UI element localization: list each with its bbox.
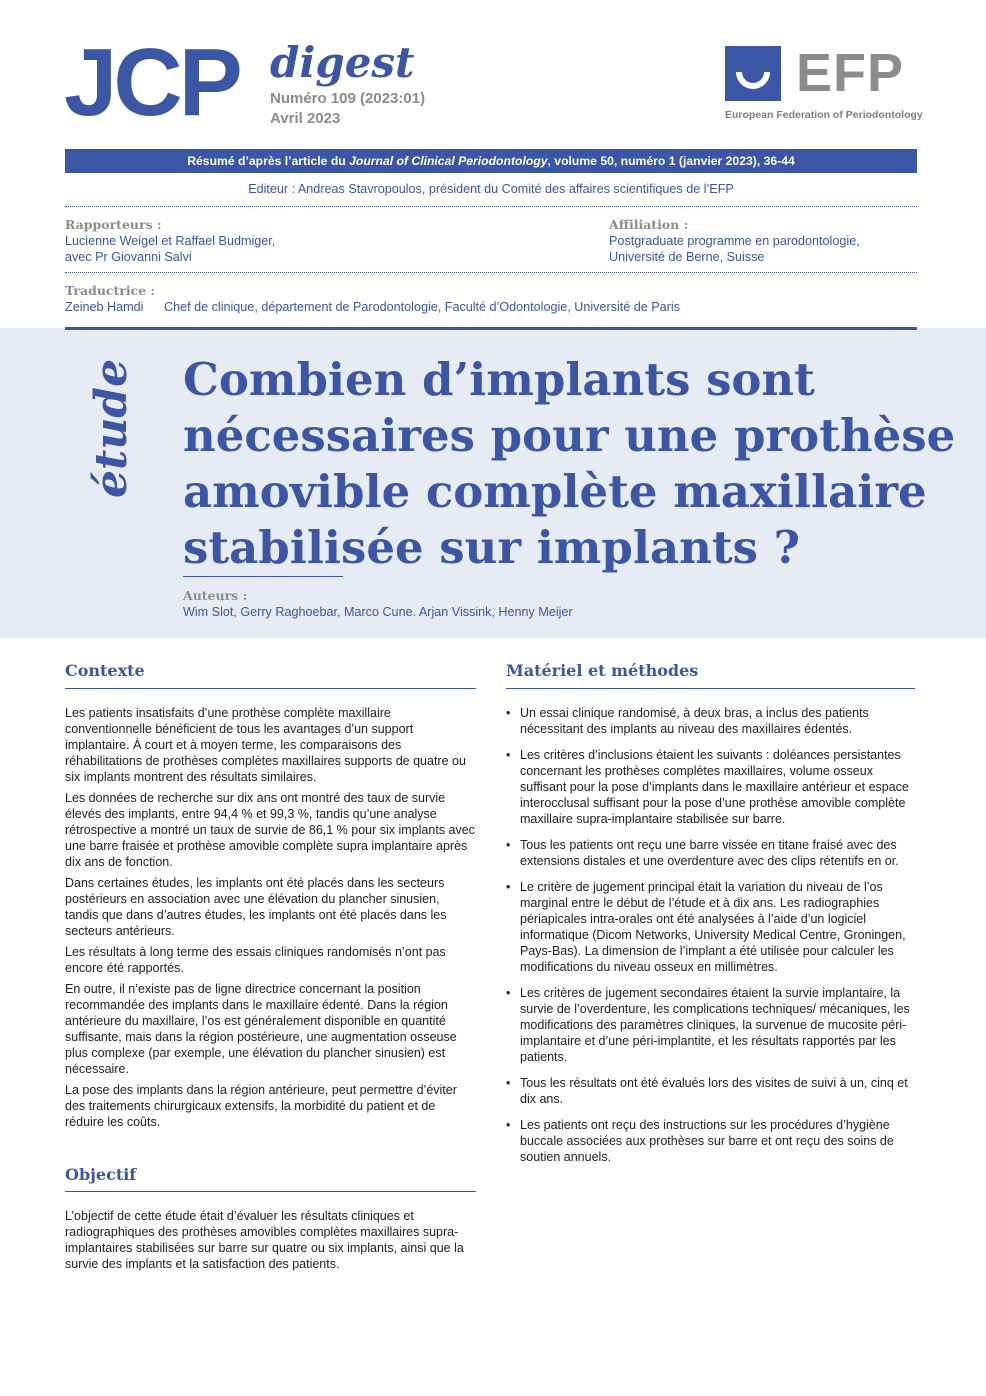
efp-full-name: European Federation of Periodontology [725, 109, 923, 121]
list-item [506, 1117, 916, 1165]
authors-block [183, 588, 573, 620]
affiliation-label: Affiliation : [609, 217, 689, 232]
affiliation-block [609, 217, 860, 265]
list-item [506, 1075, 916, 1107]
banner-suffix: , volume 50, numéro 1 (janvier 2023), 36-44 [547, 154, 795, 168]
rapporteurs-line: avec Pr Giovanni Salvi [65, 250, 192, 264]
section-tag [80, 360, 140, 500]
jcp-logo: JCP [64, 29, 239, 136]
divider [65, 688, 476, 689]
contexte-heading: Contexte [65, 661, 145, 680]
translator-block [65, 283, 155, 315]
title-line: Combien d’implants sont [183, 353, 815, 406]
editor-line: Editeur : Andreas Stavropoulos, président du Comité des affaires scientifiques de l’EFP [248, 182, 734, 196]
list-item [506, 879, 916, 975]
objectif-heading: Objectif [65, 1165, 137, 1184]
list-item [506, 705, 916, 737]
bullet: • [506, 838, 511, 852]
contexte-body [65, 705, 475, 1135]
efp-smile-icon [725, 46, 781, 101]
list-item [506, 837, 916, 869]
list-item-text: Le critère de jugement principal était la variation du niveau de l’os marginal entre le début de l’étude et à dix ans. Les radiographies périapicales intra-orales ont été analysées à l’aide d’un logiciel informatique (Dicom Networks, University Medical Centre, Groningen, Pays-Bas). La dimension de l’implant a été utilisée pour calculer les modifications du niveau osseux en millimètres. [520, 880, 906, 974]
divider [65, 1191, 476, 1192]
paragraph: Les patients insatisfaits d’une prothèse complète maxillaire conventionnelle bénéficient de tous les avantages d’un support implantaire. À court et à moyen terme, les comparaisons des réhabilitations de prothèses complètes maxillaires supports de quatre ou six implants montrent des résultats similaires. [65, 706, 466, 784]
paragraph: L’objectif de cette étude était d’évaluer les résultats cliniques et radiographiques des prothèses amovibles complètes maxillaires supra-implantaires stabilisées sur barre sur quatre ou six implants, ainsi que la survie des implants et la satisfaction des patients. [65, 1209, 464, 1271]
rapporteurs-label: Rapporteurs : [65, 217, 162, 232]
bullet: • [506, 986, 511, 1000]
digest-logo: digest [270, 38, 415, 87]
bullet: • [506, 1118, 511, 1132]
banner-journal: Journal of Clinical Periodontology [349, 154, 548, 168]
paragraph: La pose des implants dans la région antérieure, peut permettre d’éviter des traitements chirurgicaux extensifs, la morbidité du patient et de réduire les coûts. [65, 1083, 457, 1129]
paragraph: En outre, il n’existe pas de ligne directrice concernant la position recommandée des implants dans le maxillaire édenté. Dans la région antérieure du maxillaire, l’os est généralement disponible en quantité suffisante, mais dans la région postérieure, une augmentation osseuse plus complexe (par exemple, une élévation du plancher sinusien) est nécessaire. [65, 982, 457, 1076]
title-line: nécessaires pour une prothèse [183, 409, 956, 462]
divider [506, 688, 915, 689]
authors-list: Wim Slot, Gerry Raghoebar, Marco Cune. Arjan Vissink, Henny Meijer [183, 605, 573, 619]
translator-label: Traductrice : [65, 283, 156, 298]
list-item [506, 747, 916, 827]
list-item-text: Tous les résultats ont été évalués lors des visites de suivi à un, cinq et dix ans. [520, 1076, 908, 1106]
bullet: • [506, 748, 511, 762]
paragraph: Les données de recherche sur dix ans ont montré des taux de survie élevés des implants, entre 94,4 % et 99,3 %, tandis qu’une analyse rétrospective a montré un taux de survie de 86,1 % pour six implants avec une barre fraisée et prothèse amovible complète supra implantaire après dix ans de fonction. [65, 791, 475, 869]
bullet: • [506, 880, 511, 894]
affiliation-line: Université de Berne, Suisse [609, 250, 765, 264]
divider [65, 206, 917, 207]
issue-number: Numéro 109 (2023:01) [270, 90, 426, 107]
rapporteurs-line: Lucienne Weigel et Raffael Budmiger, [65, 234, 276, 248]
list-item [506, 985, 916, 1065]
divider [65, 327, 917, 330]
bullet: • [506, 706, 511, 720]
source-banner [65, 149, 917, 173]
translator-role: Chef de clinique, département de Parodontologie, Faculté d’Odontologie, Université de Paris [164, 300, 680, 314]
title-line: amovible complète maxillaire [183, 465, 927, 518]
methodes-heading: Matériel et méthodes [506, 661, 699, 680]
divider [183, 576, 343, 577]
methodes-list [506, 705, 916, 1175]
bullet: • [506, 1076, 511, 1090]
list-item-text: Les patients ont reçu des instructions sur les procédures d’hygiène buccale associées aux prothèses sur barre et ont reçu des soins de soutien annuels. [520, 1118, 894, 1164]
rapporteurs-block [65, 217, 275, 265]
issue-date: Avril 2023 [270, 110, 341, 127]
list-item-text: Les critères de jugement secondaires étaient la survie implantaire, la survie de l’overdenture, les complications techniques/ mécaniques, les modifications des paramètres cliniques, la survenue de mucosite péri-implantaire et d’une péri-implantite, et les résultats rapportés par les patients. [520, 986, 910, 1064]
list-item-text: Un essai clinique randomisé, à deux bras, a inclus des patients nécessitant des implants au niveau des maxillaires édentés. [520, 706, 869, 736]
title-line: stabilisée sur implants ? [183, 521, 801, 574]
article-title [183, 352, 973, 576]
list-item-text: Les critères d’inclusions étaient les suivants : doléances persistantes concernant les prothèses complètes maxillaires, volume osseux suffisant pour la pose d’implants dans le maxillaire antérieur et espace interocclusal suffisant pour la pose d’une prothèse amovible complète maxillaire supra-implantaire stabilisée sur barre. [520, 748, 909, 826]
translator-name: Zeineb Hamdi [65, 300, 144, 314]
efp-logo: EFP [796, 43, 905, 103]
authors-label: Auteurs : [183, 588, 248, 603]
divider [65, 272, 917, 273]
list-item-text: Tous les patients ont reçu une barre vissée en titane fraisé avec des extensions distales et une overdenture avec des clips rétentifs en or. [520, 838, 899, 868]
affiliation-line: Postgraduate programme en parodontologie, [609, 234, 860, 248]
section-tag-text: étude [86, 360, 137, 498]
objectif-body [65, 1208, 475, 1277]
banner-prefix: Résumé d’après l’article du [187, 154, 350, 168]
paragraph: Les résultats à long terme des essais cliniques randomisés n’ont pas encore été rapportés. [65, 945, 446, 975]
paragraph: Dans certaines études, les implants ont été placés dans les secteurs postérieurs en association avec une élévation du plancher sinusien, tandis que dans d’autres études, les implants ont été placés dans les secteurs antérieurs. [65, 876, 447, 938]
